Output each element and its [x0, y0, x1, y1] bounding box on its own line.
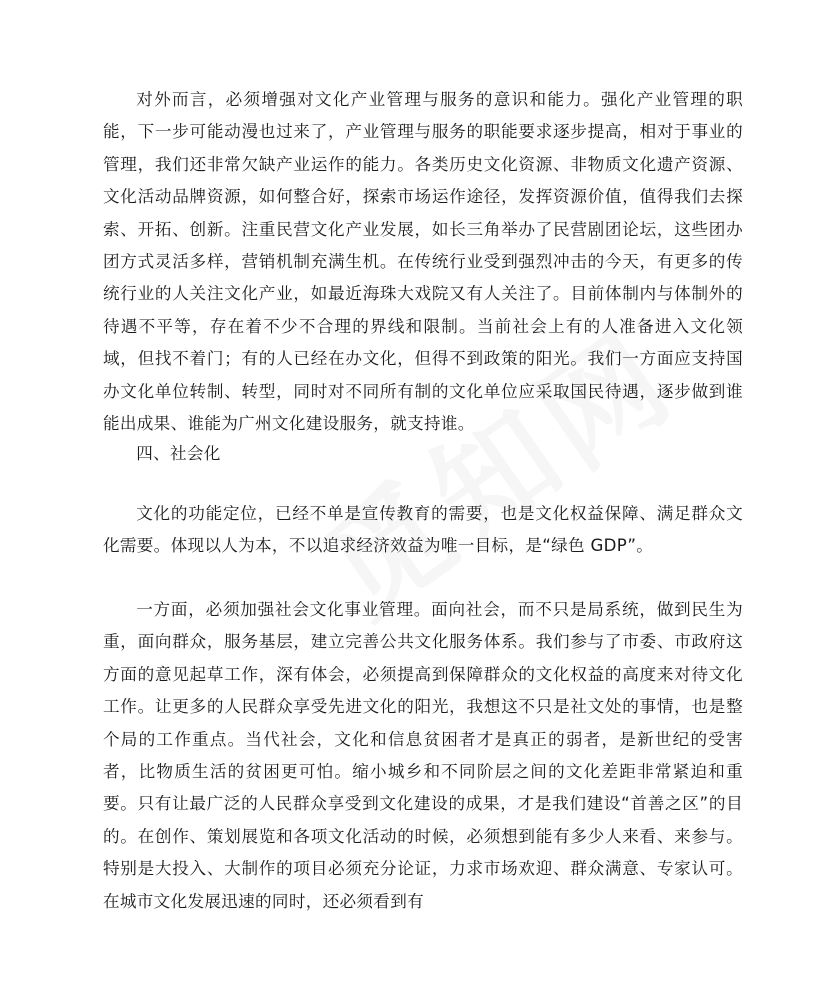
paragraph-cultural-function: 文化的功能定位，已经不单是宣传教育的需要，也是文化权益保障、满足群众文化需要。体现以人为本，不以追求经济效益为唯一目标，是“绿色 GDP”。	[103, 504, 743, 556]
section-heading-socialization: 四、社会化	[136, 444, 221, 463]
paragraph-external-industry-management: 对外而言，必须增强对文化产业管理与服务的意识和能力。强化产业管理的职能，下一步可能动漫也过来了，产业管理与服务的职能要求逐步提高，相对于事业的管理，我们还非常欠缺产业运作的能力。各类历史文化资源、非物质文化遗产资源、文化活动品牌资源，如何整合好，探索市场运作途径，发挥资源价值，值得我们去探索、开拓、创新。注重民营文化产业发展，如长三角举办了民营剧团论坛，这些团办团方式灵活多样，营销机制充满生机。在传统行业受到强烈冲击的今天，有更多的传统行业的人关注文化产业，如最近海珠大戏院又有人关注了。目前体制内与体制外的待遇不平等，存在着不少不合理的界线和限制。当前社会上有的人准备进入文化领域，但找不着门；有的人已经在办文化，但得不到政策的阳光。我们一方面应支持国办文化单位转制、转型，同时对不同所有制的文化单位应采取国民待遇，逐步做到谁能出成果、谁能为广州文化建设服务，就支持谁。	[103, 90, 743, 434]
paragraph-social-culture-management: 一方面，必须加强社会文化事业管理。面向社会，而不只是局系统，做到民生为重，面向群众，服务基层，建立完善公共文化服务体系。我们参与了市委、市政府这方面的意见起草工作，深有体会，必须提高到保障群众的文化权益的高度来对待文化工作。让更多的人民群众享受先进文化的阳光，我想这不只是社文处的事情，也是整个局的工作重点。当代社会，文化和信息贫困者才是真正的弱者，是新世纪的受害者，比物质生活的贫困更可怕。缩小城乡和不同阶层之间的文化差距非常紧迫和重要。只有让最广泛的人民群众享受到文化建设的成果，才是我们建设“首善之区”的目的。在创作、策划展览和各项文化活动的时候，必须想到能有多少人来看、来参与。特别是大投入、大制作的项目必须充分论证，力求市场欢迎、群众满意、专家认可。在城市文化发展迅速的同时，还必须看到有	[103, 600, 743, 911]
